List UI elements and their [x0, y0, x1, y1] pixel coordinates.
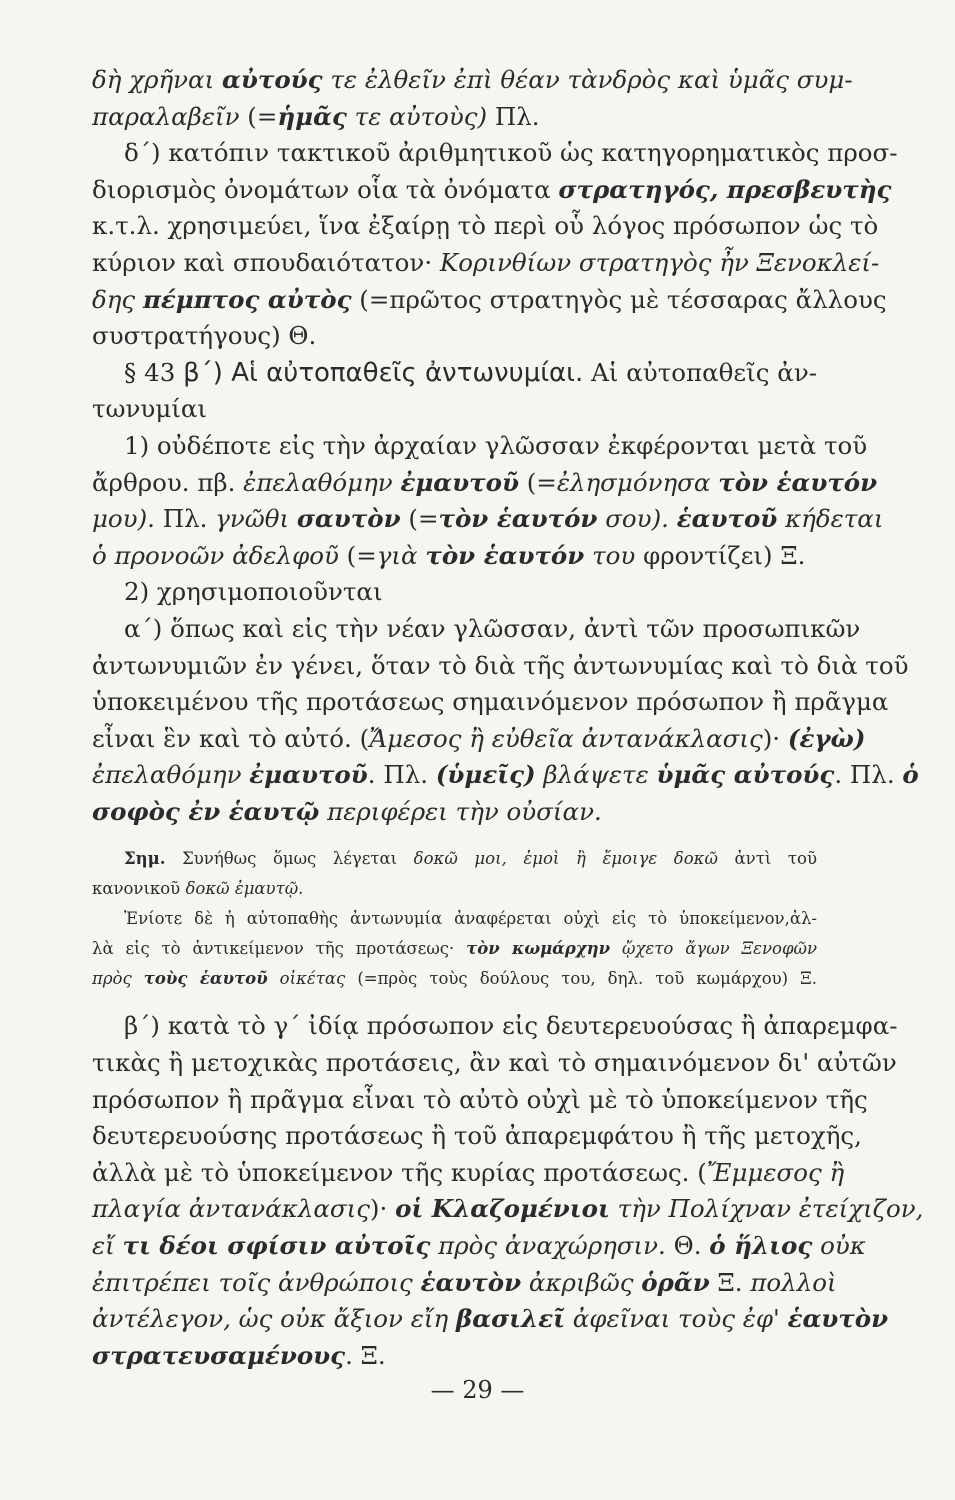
- text-line: [92, 648, 909, 685]
- text-run: οὐκ: [812, 1231, 866, 1261]
- text-run: κύριον καὶ σπουδαιότατον·: [92, 247, 440, 277]
- text-line: [92, 844, 817, 874]
- text-run: ἀντωνυμιῶν ἐν γένει, ὅταν τὸ διὰ τῆς ἀντωνυμίας καὶ τὸ διὰ τοῦ: [92, 650, 909, 680]
- text-run: (=: [518, 467, 557, 497]
- text-line: [92, 1265, 837, 1302]
- text-run: μου).: [92, 504, 163, 534]
- text-run: πρὸς ἀναχώρησιν.: [430, 1231, 674, 1261]
- text-line: [92, 1338, 817, 1375]
- text-run: πρόσωπον ἢ πρᾶγμα εἶναι τὸ αὐτὸ οὐχὶ μὲ τὸ ὑποκείμενον τῆς: [92, 1084, 868, 1114]
- text-run: τε αὐτοὺς): [346, 101, 495, 131]
- text-run: δευτερευούσης προτάσεως ἢ τοῦ ἀπαρεμφάτου ἢ τῆς μετοχῆς,: [92, 1121, 862, 1151]
- text-line: [92, 208, 879, 245]
- page-text: [92, 62, 924, 1374]
- text-run: δης: [92, 284, 143, 314]
- text-run: του: [584, 540, 644, 570]
- text-run: ἀκριβῶς: [521, 1267, 642, 1297]
- text-run: 2) χρησιμοποιοῦνται: [124, 577, 383, 607]
- page-number: — 29 —: [430, 1376, 525, 1404]
- text-run: οἰκέτας: [267, 969, 346, 989]
- text-run: ἑαυτὸν: [787, 1304, 889, 1334]
- text-run: ἐπελαθόμην: [92, 760, 250, 790]
- text-run: ἀντέλεγον, ὡς οὐκ ἄξιον εἴη: [92, 1304, 456, 1334]
- text-run: α΄) ὅπως καὶ εἰς τὴν νέαν γλῶσσαν, ἀντὶ τῶν προσωπικῶν: [124, 613, 861, 643]
- text-run: βασιλεῖ: [455, 1304, 565, 1334]
- text-run: Θ.: [673, 1231, 710, 1261]
- text-run: πολλοὶ: [750, 1267, 837, 1297]
- text-run: Σημ.: [124, 849, 166, 869]
- text-run: σου).: [597, 504, 677, 534]
- text-run: ὑμᾶς αὐτούς: [656, 760, 835, 790]
- text-line: [92, 721, 866, 758]
- text-run: ἐλησμόνησα: [556, 467, 719, 497]
- text-line: [92, 934, 817, 964]
- text-run: Πλ.: [162, 504, 216, 534]
- text-line: [92, 1228, 866, 1265]
- text-line: [92, 318, 817, 355]
- text-run: συστρατήγους) Θ.: [92, 321, 317, 351]
- text-run: ὁ ἥλιος: [709, 1231, 813, 1261]
- text-line: [92, 172, 892, 209]
- text-line: [92, 1155, 845, 1192]
- text-run: σαυτὸν: [296, 504, 401, 534]
- text-line: [92, 99, 817, 136]
- text-line: [92, 904, 817, 934]
- text-line: [92, 1118, 862, 1155]
- text-run: δοκῶ ἐμαυτῷ.: [185, 879, 304, 899]
- text-run: Ἄμεσος ἢ εὐθεῖα ἀντανάκλασις: [369, 723, 763, 753]
- text-run: (ὑμεῖς): [435, 760, 536, 790]
- text-run: τὸν κωμάρχην: [466, 939, 611, 959]
- text-run: Ἔμμεσος ἢ: [706, 1157, 845, 1187]
- text-run: τὸν ἑαυτόν: [718, 467, 878, 497]
- text-run: περιφέρει τὴν οὐσίαν.: [319, 796, 602, 826]
- text-line: [92, 245, 880, 282]
- text-run: ἐπελαθόμην: [243, 467, 401, 497]
- text-line: [92, 465, 878, 502]
- text-run: (ἐγὼ): [787, 723, 866, 753]
- text-run: τωνυμίαι: [92, 394, 207, 424]
- text-line: [92, 757, 919, 794]
- text-run: Συνήθως ὅμως λέγεται: [165, 849, 414, 869]
- text-run: πέμπτος αὐτὸς: [142, 284, 352, 314]
- text-run: παραλαβεῖν: [92, 101, 240, 131]
- text-run: αὐτούς: [221, 65, 323, 94]
- text-run: Ἐνίοτε δὲ ἡ αὐτοπαθὴς ἀντωνυμία ἀναφέρεται οὐχὶ εἰς τὸ ὑποκείμενον,ἀλ-: [124, 909, 817, 929]
- text-line: [92, 355, 817, 392]
- text-run: (=: [239, 101, 278, 131]
- text-run: ὁ: [902, 760, 919, 790]
- text-run: δὴ χρῆναι: [92, 65, 222, 94]
- text-run: Πλ.: [494, 101, 540, 131]
- text-run: (=πρῶτος στρατηγὸς μὲ τέσσαρας ἄλλους: [351, 284, 887, 314]
- text-run: Ξ.: [709, 1267, 751, 1297]
- text-line: [92, 874, 817, 904]
- text-line: [92, 574, 817, 611]
- text-run: (=πρὸς τοὺς δούλους του, δηλ. τοῦ κωμάρχου) Ξ.: [345, 969, 817, 989]
- text-run: τὸν ἑαυτόν: [438, 504, 598, 534]
- text-run: ᾤχετο ἄγων Ξενοφῶν: [610, 939, 817, 959]
- text-run: . Ξ.: [345, 1340, 386, 1370]
- text-line: [92, 538, 817, 575]
- text-run: ὁρᾶν: [641, 1267, 710, 1297]
- text-run: ἀλλὰ μὲ τὸ ὑποκείμενον τῆς κυρίας προτάσεως. (: [92, 1157, 707, 1187]
- text-line: [92, 1082, 868, 1119]
- text-run: 1) οὐδέποτε εἰς τὴν ἀρχαίαν γλῶσσαν ἐκφέρονται μετὰ τοῦ: [124, 430, 868, 460]
- text-run: στρατηγός, πρεσβευτὴς: [558, 174, 892, 204]
- text-line: [92, 684, 889, 721]
- text-run: δοκῶ μοι, ἐμοὶ ἢ ἔμοιγε δοκῶ: [413, 849, 718, 869]
- text-run: γιὰ: [376, 540, 426, 570]
- text-run: τοὺς ἑαυτοῦ: [143, 969, 268, 989]
- text-run: Κορινθίων στρατηγὸς ἦν Ξενοκλεί-: [439, 247, 880, 277]
- text-run: ἀντὶ τοῦ: [717, 849, 817, 869]
- text-run: (=: [338, 540, 377, 570]
- text-run: γνῶθι: [215, 504, 297, 534]
- text-line: [92, 391, 817, 428]
- text-run: εἶναι ἓν καὶ τὸ αὐτό. (: [92, 723, 370, 753]
- main-text-block-2: [92, 1008, 924, 1374]
- text-run: . Πλ.: [367, 760, 436, 790]
- text-run: ἄρθρου. πβ.: [92, 467, 244, 497]
- text-run: ἡμᾶς: [277, 101, 347, 131]
- text-run: τὴν Πολίχναν ἐτείχιζον,: [609, 1194, 924, 1224]
- main-text-block-1: [92, 62, 919, 830]
- text-run: σοφὸς ἐν ἑαυτῷ: [92, 796, 320, 826]
- note-block: [92, 844, 817, 994]
- text-run: ἑαυτοῦ: [676, 504, 778, 534]
- text-line: [92, 1191, 924, 1228]
- text-run: βλάψετε: [535, 760, 657, 790]
- text-line: [92, 1008, 898, 1045]
- text-run: δ΄) κατόπιν τακτικοῦ ἀριθμητικοῦ ὡς κατηγορηματικὸς προσ-: [124, 138, 898, 168]
- text-line: [92, 282, 887, 319]
- text-run: (=: [400, 504, 439, 534]
- text-run: . Πλ.: [834, 760, 903, 790]
- text-line: [92, 62, 853, 99]
- text-run: β΄) κατὰ τὸ γ΄ ἰδίᾳ πρόσωπον εἰς δευτερευούσας ἢ ἀπαρεμφα-: [124, 1011, 898, 1041]
- text-line: [92, 135, 898, 172]
- text-run: § 43: [124, 357, 184, 387]
- text-run: στρατευσαμένους: [92, 1340, 346, 1370]
- text-line: [92, 794, 817, 831]
- text-run: ὁ προνοῶν ἀδελφοῦ: [92, 540, 339, 570]
- text-run: κήδεται: [777, 504, 884, 534]
- text-run: κ.τ.λ. χρησιμεύει, ἵνα ἐξαίρῃ τὸ περὶ οὗ λόγος πρόσωπον ὡς τὸ: [92, 211, 879, 241]
- text-run: ἐμαυτοῦ: [249, 760, 368, 790]
- text-run: τικὰς ἢ μετοχικὰς προτάσεις, ἂν καὶ τὸ σημαινόμενον δι' αὐτῶν: [92, 1048, 897, 1078]
- text-run: πρὸς: [92, 969, 144, 989]
- text-run: ὑποκειμένου τῆς προτάσεως σημαινόμενον πρόσωπον ἢ πρᾶγμα: [92, 687, 889, 717]
- text-run: )·: [762, 723, 788, 753]
- text-line: [92, 428, 868, 465]
- text-run: κανονικοῦ: [92, 879, 186, 899]
- text-run: λὰ εἰς τὸ ἀντικείμενον τῆς προτάσεως·: [92, 939, 467, 959]
- text-run: τε ἐλθεῖν ἐπὶ θέαν τὰνδρὸς καὶ ὑμᾶς συμ-: [322, 65, 853, 94]
- text-run: β΄) Αἱ αὐτοπαθεῖς ἀντωνυμίαι.: [183, 357, 584, 388]
- text-run: εἴ: [92, 1231, 123, 1261]
- text-run: φροντίζει) Ξ.: [643, 540, 806, 570]
- text-run: ἀφεῖναι τοὺς ἐφ': [564, 1304, 788, 1334]
- text-line: [92, 1301, 889, 1338]
- text-line: [92, 501, 884, 538]
- text-run: τὸν ἑαυτόν: [425, 540, 585, 570]
- text-run: διορισμὸς ὀνομάτων οἷα τὰ ὀνόματα: [92, 174, 559, 204]
- text-run: ἐπιτρέπει τοῖς ἀνθρώποις: [92, 1267, 421, 1297]
- text-run: Αἱ αὐτοπαθεῖς ἀν-: [583, 357, 817, 387]
- text-line: [92, 964, 817, 994]
- text-run: ἐμαυτοῦ: [400, 467, 519, 497]
- text-run: τι δέοι σφίσιν αὐτοῖς: [122, 1231, 431, 1261]
- text-run: οἱ Κλαζομένιοι: [395, 1194, 610, 1224]
- text-run: ἑαυτὸν: [420, 1267, 522, 1297]
- text-line: [92, 1045, 897, 1082]
- text-run: )·: [369, 1194, 396, 1224]
- text-run: πλαγία ἀντανάκλασις: [92, 1194, 370, 1224]
- text-line: [92, 611, 861, 648]
